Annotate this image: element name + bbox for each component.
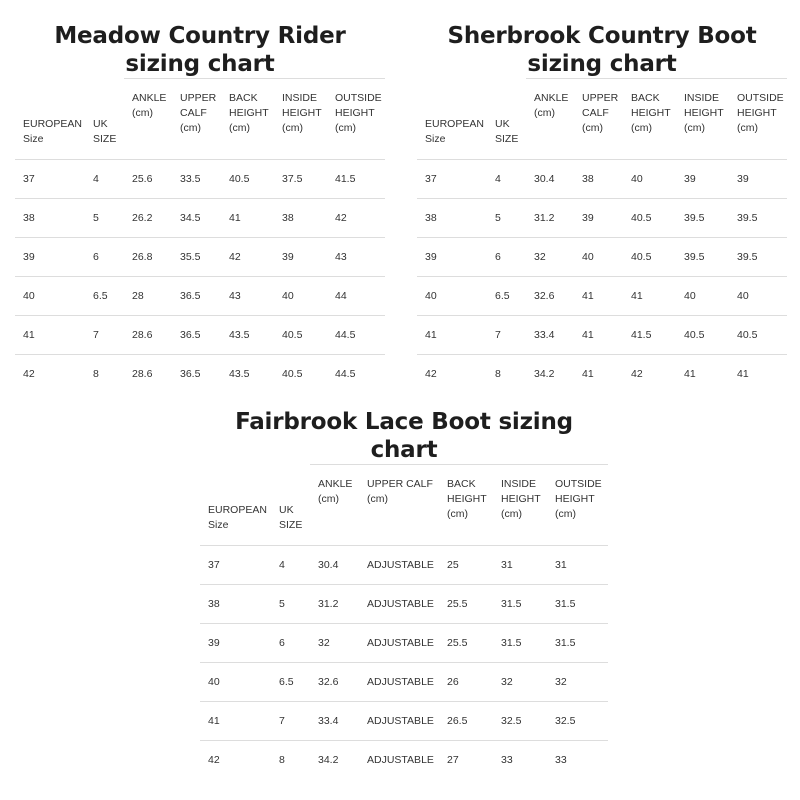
- cell-uk-size: 8: [495, 367, 501, 380]
- cell-back-height: 40.5: [623, 199, 676, 238]
- cell-uk-size: 6: [85, 238, 124, 277]
- cell-european-size: 41: [15, 316, 85, 355]
- cell-ankle: 25.6: [124, 160, 172, 199]
- cell-upper-calf: ADJUSTABLE: [367, 753, 434, 766]
- table-row: [417, 199, 787, 238]
- cell-ankle: 33.4: [310, 702, 359, 741]
- sherbrook-chart-title: Sherbrook Country Boot sizing chart: [447, 23, 757, 77]
- cell-ankle: 26.8: [124, 238, 172, 277]
- cell-uk-size: 5: [271, 585, 310, 624]
- table-row: [15, 355, 385, 394]
- cell-european-size: 39: [417, 238, 487, 277]
- cell-inside-height: 40.5: [676, 316, 729, 355]
- cell-inside-height: 39: [676, 160, 729, 199]
- cell-uk-size: 6.5: [271, 663, 310, 702]
- cell-back-height: 42: [221, 238, 274, 277]
- cell-european-size: 39: [15, 238, 85, 277]
- cell-back-height: 41: [623, 277, 676, 316]
- cell-inside-height: 40.5: [282, 367, 303, 380]
- cell-european-size: 40: [417, 277, 487, 316]
- cell-back-height: 40.5: [221, 160, 274, 199]
- cell-outside-height: 31: [547, 546, 608, 585]
- fairbrook-sizing-table: [200, 464, 608, 779]
- column-header-inside-height: INSIDE HEIGHT (cm): [676, 79, 729, 160]
- cell-ankle: 32: [526, 238, 574, 277]
- cell-outside-height: 44.5: [335, 367, 356, 380]
- cell-inside-height: 40: [274, 277, 327, 316]
- cell-uk-size: 7: [85, 316, 124, 355]
- table-row: [417, 355, 787, 394]
- cell-european-size: 42: [23, 367, 35, 380]
- cell-outside-height: 31.5: [547, 624, 608, 663]
- table-header-row: [417, 79, 787, 160]
- cell-european-size: 42: [208, 753, 220, 766]
- column-header-outside-height: OUTSIDE HEIGHT (cm): [327, 79, 385, 160]
- cell-inside-height: 32.5: [493, 702, 547, 741]
- cell-upper-calf: 36.5: [172, 316, 221, 355]
- cell-outside-height: 41: [737, 367, 749, 380]
- cell-outside-height: 31.5: [547, 585, 608, 624]
- sherbrook-sizing-chart: [417, 22, 787, 393]
- cell-upper-calf: 40: [574, 238, 623, 277]
- table-row: [15, 316, 385, 355]
- cell-outside-height: 33: [555, 753, 567, 766]
- column-header-european-size: EUROPEAN Size: [15, 79, 85, 160]
- cell-upper-calf: 35.5: [172, 238, 221, 277]
- cell-outside-height: 32.5: [547, 702, 608, 741]
- cell-inside-height: 37.5: [274, 160, 327, 199]
- cell-upper-calf: ADJUSTABLE: [359, 624, 439, 663]
- table-row: [200, 741, 608, 780]
- cell-inside-height: 41: [684, 367, 696, 380]
- cell-back-height: 43.5: [221, 316, 274, 355]
- table-row: [15, 238, 385, 277]
- cell-outside-height: 44.5: [327, 316, 385, 355]
- table-row: [15, 199, 385, 238]
- column-header-uk-size: UK SIZE: [271, 465, 310, 546]
- cell-european-size: 38: [417, 199, 487, 238]
- cell-ankle: 28.6: [132, 367, 153, 380]
- cell-outside-height: 40.5: [729, 316, 787, 355]
- cell-ankle: 31.2: [310, 585, 359, 624]
- cell-inside-height: 31: [493, 546, 547, 585]
- cell-outside-height: 39: [729, 160, 787, 199]
- column-header-outside-height: OUTSIDE HEIGHT (cm): [729, 79, 787, 160]
- cell-inside-height: 39.5: [676, 199, 729, 238]
- column-header-european-size: EUROPEAN Size: [417, 79, 487, 160]
- table-row: [200, 546, 608, 585]
- cell-uk-size: 5: [487, 199, 526, 238]
- cell-uk-size: 6.5: [487, 277, 526, 316]
- cell-upper-calf: 36.5: [180, 367, 201, 380]
- cell-ankle: 32.6: [526, 277, 574, 316]
- cell-ankle: 31.2: [526, 199, 574, 238]
- column-header-european-size: EUROPEAN Size: [200, 465, 271, 546]
- cell-uk-size: 4: [487, 160, 526, 199]
- cell-uk-size: 8: [279, 753, 285, 766]
- column-header-uk-size: UK SIZE: [487, 79, 526, 160]
- cell-european-size: 40: [15, 277, 85, 316]
- table-row: [417, 238, 787, 277]
- cell-back-height: 42: [631, 367, 643, 380]
- cell-back-height: 41.5: [623, 316, 676, 355]
- cell-outside-height: 42: [327, 199, 385, 238]
- cell-uk-size: 4: [85, 160, 124, 199]
- cell-european-size: 38: [15, 199, 85, 238]
- table-header-row: [200, 465, 608, 546]
- cell-inside-height: 31.5: [493, 624, 547, 663]
- table-row: [15, 160, 385, 199]
- cell-upper-calf: ADJUSTABLE: [359, 546, 439, 585]
- cell-outside-height: 32: [547, 663, 608, 702]
- cell-upper-calf: ADJUSTABLE: [359, 663, 439, 702]
- cell-upper-calf: 34.5: [172, 199, 221, 238]
- cell-uk-size: 6.5: [85, 277, 124, 316]
- cell-upper-calf: 41: [574, 277, 623, 316]
- fairbrook-sizing-chart: [200, 408, 608, 779]
- cell-ankle: 33.4: [526, 316, 574, 355]
- cell-outside-height: 39.5: [729, 238, 787, 277]
- cell-european-size: 41: [417, 316, 487, 355]
- column-header-back-height: BACK HEIGHT (cm): [623, 79, 676, 160]
- cell-outside-height: 43: [327, 238, 385, 277]
- cell-ankle: 26.2: [124, 199, 172, 238]
- column-header-back-height: BACK HEIGHT (cm): [221, 79, 274, 160]
- column-header-ankle: ANKLE (cm): [526, 79, 574, 160]
- column-header-outside-height: OUTSIDE HEIGHT (cm): [547, 465, 608, 546]
- cell-upper-calf: 41: [582, 367, 594, 380]
- cell-ankle: 30.4: [526, 160, 574, 199]
- cell-european-size: 38: [200, 585, 271, 624]
- meadow-sizing-chart: [15, 22, 385, 393]
- cell-uk-size: 4: [271, 546, 310, 585]
- column-header-uk-size: UK SIZE: [85, 79, 124, 160]
- column-header-ankle: ANKLE (cm): [310, 465, 359, 546]
- cell-outside-height: 39.5: [729, 199, 787, 238]
- cell-inside-height: 40: [676, 277, 729, 316]
- cell-uk-size: 6: [271, 624, 310, 663]
- cell-upper-calf: 36.5: [172, 277, 221, 316]
- cell-upper-calf: ADJUSTABLE: [359, 702, 439, 741]
- cell-back-height: 40.5: [623, 238, 676, 277]
- cell-uk-size: 8: [93, 367, 99, 380]
- cell-outside-height: 44: [327, 277, 385, 316]
- cell-upper-calf: 41: [574, 316, 623, 355]
- cell-upper-calf: 33.5: [172, 160, 221, 199]
- cell-inside-height: 33: [501, 753, 513, 766]
- table-row: [200, 663, 608, 702]
- cell-european-size: 41: [200, 702, 271, 741]
- fairbrook-chart-title: Fairbrook Lace Boot sizing chart: [235, 409, 573, 463]
- column-header-inside-height: INSIDE HEIGHT (cm): [493, 465, 547, 546]
- cell-upper-calf: 39: [574, 199, 623, 238]
- meadow-chart-title: Meadow Country Rider sizing chart: [54, 23, 346, 77]
- cell-inside-height: 31.5: [493, 585, 547, 624]
- cell-upper-calf: ADJUSTABLE: [359, 585, 439, 624]
- cell-back-height: 40: [623, 160, 676, 199]
- cell-inside-height: 40.5: [274, 316, 327, 355]
- cell-back-height: 41: [221, 199, 274, 238]
- meadow-sizing-table: [15, 78, 385, 393]
- column-header-upper-calf: UPPER CALF (cm): [172, 79, 221, 160]
- cell-ankle: 34.2: [318, 753, 339, 766]
- cell-european-size: 37: [200, 546, 271, 585]
- cell-ankle: 32: [310, 624, 359, 663]
- cell-upper-calf: 38: [574, 160, 623, 199]
- cell-uk-size: 6: [487, 238, 526, 277]
- sherbrook-sizing-table: [417, 78, 787, 393]
- cell-back-height: 26: [439, 663, 493, 702]
- table-row: [200, 702, 608, 741]
- cell-european-size: 37: [15, 160, 85, 199]
- cell-outside-height: 41.5: [327, 160, 385, 199]
- cell-ankle: 30.4: [310, 546, 359, 585]
- cell-back-height: 25: [439, 546, 493, 585]
- cell-back-height: 26.5: [439, 702, 493, 741]
- table-row: [15, 277, 385, 316]
- table-row: [200, 624, 608, 663]
- table-row: [417, 160, 787, 199]
- table-header-row: [15, 79, 385, 160]
- cell-european-size: 37: [417, 160, 487, 199]
- cell-inside-height: 32: [493, 663, 547, 702]
- cell-uk-size: 5: [85, 199, 124, 238]
- cell-uk-size: 7: [271, 702, 310, 741]
- column-header-inside-height: INSIDE HEIGHT (cm): [274, 79, 327, 160]
- cell-ankle: 28: [124, 277, 172, 316]
- cell-european-size: 39: [200, 624, 271, 663]
- cell-back-height: 43: [221, 277, 274, 316]
- column-header-ankle: ANKLE (cm): [124, 79, 172, 160]
- cell-ankle: 28.6: [124, 316, 172, 355]
- column-header-upper-calf: UPPER CALF (cm): [359, 465, 439, 546]
- column-header-back-height: BACK HEIGHT (cm): [439, 465, 493, 546]
- cell-inside-height: 38: [274, 199, 327, 238]
- cell-european-size: 40: [200, 663, 271, 702]
- column-header-upper-calf: UPPER CALF (cm): [574, 79, 623, 160]
- cell-back-height: 25.5: [439, 624, 493, 663]
- table-row: [417, 277, 787, 316]
- table-row: [417, 316, 787, 355]
- cell-outside-height: 40: [729, 277, 787, 316]
- cell-ankle: 34.2: [534, 367, 555, 380]
- cell-back-height: 43.5: [229, 367, 250, 380]
- cell-back-height: 27: [447, 753, 459, 766]
- cell-back-height: 25.5: [439, 585, 493, 624]
- cell-uk-size: 7: [487, 316, 526, 355]
- table-row: [200, 585, 608, 624]
- cell-inside-height: 39.5: [676, 238, 729, 277]
- cell-european-size: 42: [425, 367, 437, 380]
- cell-ankle: 32.6: [310, 663, 359, 702]
- cell-inside-height: 39: [274, 238, 327, 277]
